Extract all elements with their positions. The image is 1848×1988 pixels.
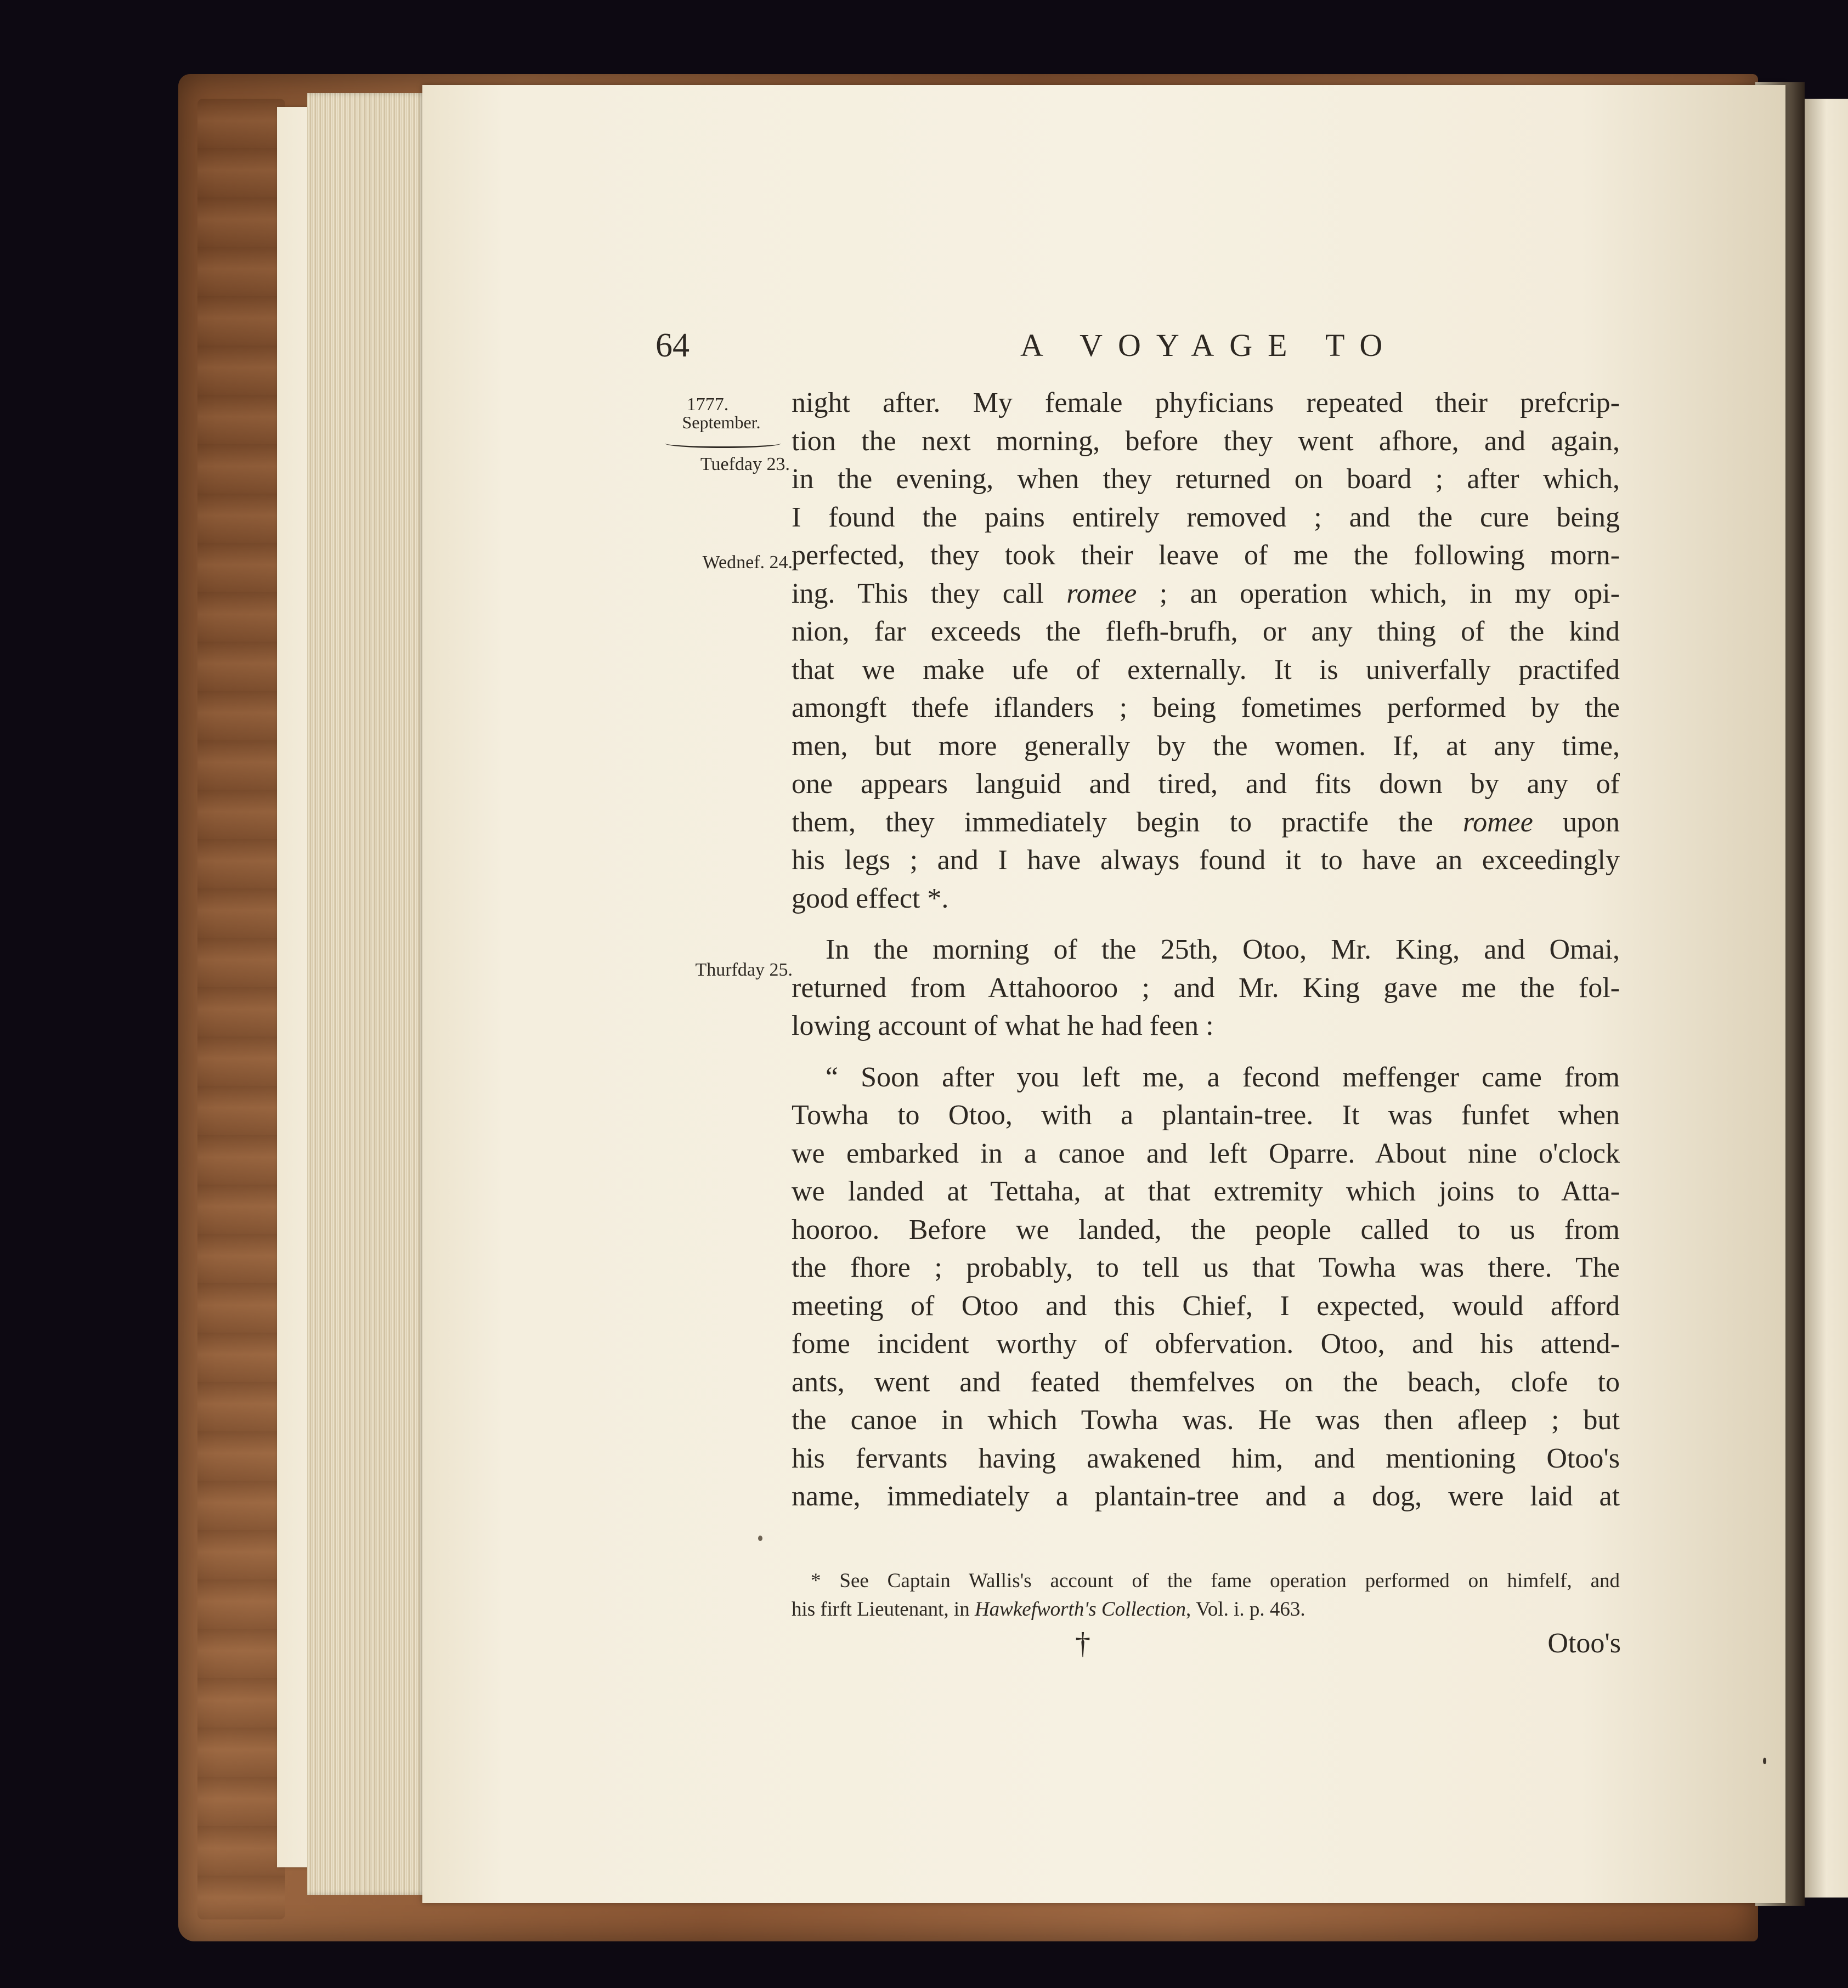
ink-spot [1763, 1758, 1766, 1764]
text-line: meeting of Otoo and this Chief, I expected, would afford [792, 1290, 1620, 1322]
text-line: “ Soon after you left me, a fecond meffenger came from [826, 1061, 1620, 1093]
text-line: men, but more generally by the women. If, at any time, [792, 730, 1620, 762]
text-line: perfected, they took their leave of me the following morn- [792, 540, 1620, 571]
text-line: the fhore ; probably, to tell us that Towha was there. The [792, 1252, 1620, 1283]
text-line: one appears languid and tired, and fits down by any of [792, 768, 1620, 800]
signature-mark: † [1075, 1627, 1090, 1661]
text-line: tion the next morning, before they went afhore, and again, [792, 425, 1620, 457]
catchword: Otoo's [1547, 1628, 1621, 1659]
text-line: ing. This they call romee ; an operation which, in my opi- [792, 577, 1620, 609]
footnote-line: * See Captain Wallis's account of the fame operation performed on himfelf, and [811, 1570, 1620, 1592]
text-line: name, immediately a plantain-tree and a dog, were laid at [792, 1481, 1620, 1512]
margin-note-thursday: Thurfday 25. [695, 960, 793, 980]
footnote-text: his firft Lieutenant, in [792, 1598, 975, 1621]
margin-note-tuesday: Tuefday 23. [700, 454, 790, 474]
cover-leather-texture [197, 99, 285, 1919]
text-line: his fervants having awakened him, and mentioning Otoo's [792, 1442, 1620, 1474]
text-line: ants, went and feated themfelves on the beach, clofe to [792, 1366, 1620, 1398]
text-line: them, they immediately begin to practife the romee upon [792, 806, 1620, 838]
margin-note-wednesday: Wednef. 24. [702, 552, 793, 573]
text-line: returned from Attahooroo ; and Mr. King gave me the fol- [792, 972, 1620, 1004]
text-line: we landed at Tettaha, at that extremity which joins to Atta- [792, 1176, 1620, 1207]
text-line: fome incident worthy of obfervation. Otoo, and his attend- [792, 1328, 1620, 1360]
footnote [792, 1567, 1620, 1624]
margin-brace [665, 439, 781, 448]
text-line: amongft thefe iflanders ; being fometimes performed by the [792, 692, 1620, 723]
text-line: we embarked in a canoe and left Oparre. About nine o'clock [792, 1137, 1620, 1169]
text-line: in the evening, when they returned on board ; after which, [792, 463, 1620, 495]
italic-term: romee [1066, 577, 1137, 609]
text-line: night after. My female phyficians repeated their prefcrip- [792, 387, 1620, 418]
text-line: the canoe in which Towha was. He was then afleep ; but [792, 1404, 1620, 1436]
ink-spot [758, 1536, 762, 1541]
footnote-italic-title: Hawkefworth's Collection [974, 1598, 1186, 1621]
running-head: A VOYAGE TO [1020, 327, 1398, 363]
page-number: 64 [655, 327, 690, 364]
text-line: In the morning of the 25th, Otoo, Mr. King, and Omai, [826, 934, 1620, 965]
facing-page-edge [1805, 99, 1848, 1898]
italic-term: romee [1462, 806, 1533, 838]
text-line: Towha to Otoo, with a plantain-tree. It was funfet when [792, 1100, 1620, 1131]
text-line: his legs ; and I have always found it to have an exceedingly [792, 845, 1620, 876]
paragraph [792, 931, 1620, 1045]
margin-note-year: 1777. [686, 394, 729, 415]
text-line: nion, far exceeds the flefh-brufh, or any thing of the kind [792, 616, 1620, 647]
footnote-line [792, 1595, 1620, 1624]
body-text [792, 384, 1620, 1516]
text-line: I found the pains entirely removed ; and the cure being [792, 501, 1620, 533]
paragraph [792, 384, 1620, 917]
paragraph [792, 1058, 1620, 1516]
text-line: that we make ufe of externally. It is univerfally practifed [792, 654, 1620, 686]
text-line: lowing account of what he had feen : [792, 1010, 1214, 1041]
page-edges [307, 93, 428, 1895]
footnote-text: , Vol. i. p. 463. [1186, 1598, 1306, 1621]
margin-note-month: September. [682, 412, 761, 432]
text-line: good effect *. [792, 882, 949, 914]
text-line: hooroo. Before we landed, the people called to us from [792, 1214, 1620, 1245]
